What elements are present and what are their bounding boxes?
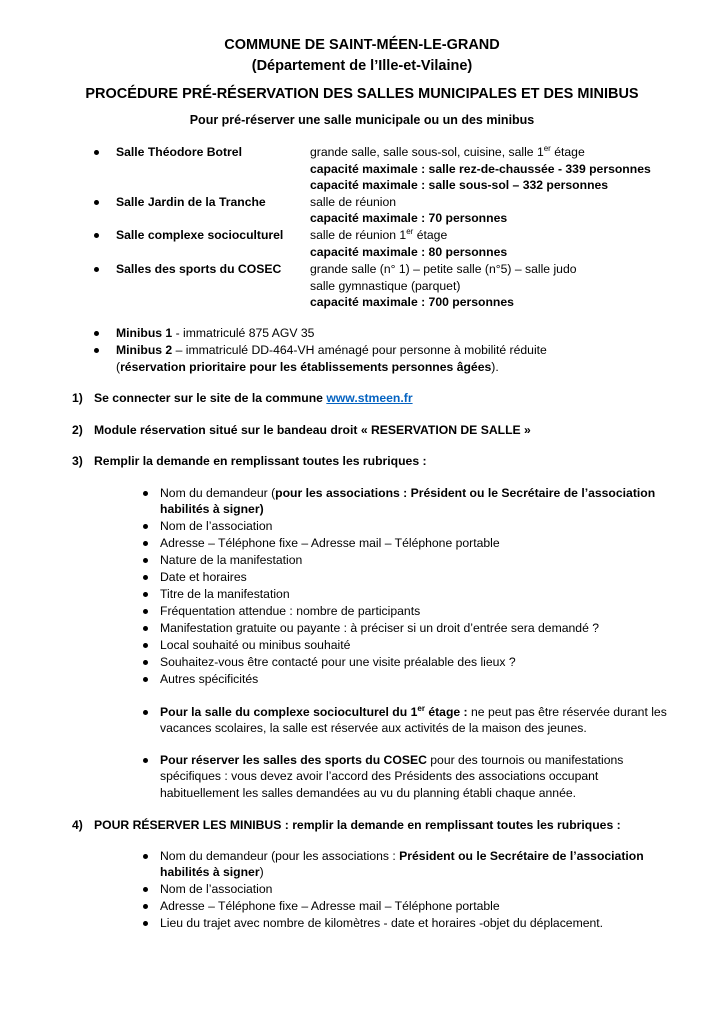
bullet-icon <box>94 267 99 272</box>
room-desc-cosec-2: salle gymnastique (parquet) <box>310 279 461 293</box>
step-1-number: 1) <box>72 391 83 405</box>
note-socioculturel-continued: vacances scolaires, la salle est réservée aux activités de la maison des jeunes. <box>160 721 587 735</box>
room-desc-jardin: salle de réunion <box>310 195 397 209</box>
bullet-icon <box>143 904 148 909</box>
step-3-number: 3) <box>72 454 83 468</box>
bullet-icon <box>143 887 148 892</box>
room-capacity-cosec: capacité maximale : 700 personnes <box>310 295 514 309</box>
step-2-number: 2) <box>72 423 83 437</box>
room-desc-socioculturel: salle de réunion 1er étage <box>310 226 448 242</box>
list-item: Manifestation gratuite ou payante : à préciser si un droit d’entrée sera demandé ? <box>160 621 600 635</box>
list-item: Date et horaires <box>160 570 247 584</box>
list-item: Fréquentation attendue : nombre de participants <box>160 604 421 618</box>
note-socioculturel: Pour la salle du complexe socioculturel du 1er étage : ne peut pas être réservée durant les <box>160 703 667 719</box>
list-item: Lieu du trajet avec nombre de kilomètres - date et horaires -objet du déplacement. <box>160 916 604 930</box>
bullet-icon <box>143 575 148 580</box>
room-name-botrel: Salle Théodore Botrel <box>116 145 242 159</box>
list-item-continued: habilités à signer) <box>160 502 264 516</box>
room-capacity-botrel-basement: capacité maximale : salle sous-sol – 332 personnes <box>310 178 609 192</box>
bullet-icon <box>94 233 99 238</box>
bullet-icon <box>143 921 148 926</box>
minibus-1: Minibus 1 - immatriculé 875 AGV 35 <box>116 326 315 340</box>
bullet-icon <box>143 677 148 682</box>
commune-title: COMMUNE DE SAINT-MÉEN-LE-GRAND <box>224 37 500 53</box>
bullet-icon <box>143 524 148 529</box>
procedure-subtitle: Pour pré-réserver une salle municipale ou un des minibus <box>189 113 535 127</box>
bullet-icon <box>143 854 148 859</box>
bullet-icon <box>143 626 148 631</box>
list-item: Nature de la manifestation <box>160 553 303 567</box>
list-item-continued: habilités à signer) <box>160 865 264 879</box>
bullet-icon <box>143 609 148 614</box>
list-item: Autres spécificités <box>160 672 259 686</box>
note-cosec: Pour réserver les salles des sports du COSEC pour des tournois ou manifestations <box>160 753 624 767</box>
bullet-icon <box>94 348 99 353</box>
list-item: Souhaitez-vous être contacté pour une visite préalable des lieux ? <box>160 655 516 669</box>
step-4: POUR RÉSERVER LES MINIBUS : remplir la demande en remplissant toutes les rubriques : <box>94 818 621 832</box>
room-name-jardin: Salle Jardin de la Tranche <box>116 195 266 209</box>
list-item: Nom du demandeur (pour les associations : Président ou le Secrétaire de l’association <box>160 849 644 863</box>
bullet-icon <box>143 592 148 597</box>
step-3: Remplir la demande en remplissant toutes les rubriques : <box>94 454 427 468</box>
bullet-icon <box>143 491 148 496</box>
list-item: Adresse – Téléphone fixe – Adresse mail – Téléphone portable <box>160 899 500 913</box>
room-capacity-botrel-ground: capacité maximale : salle rez-de-chaussée - 339 personnes <box>310 162 651 176</box>
room-name-socioculturel: Salle complexe socioculturel <box>116 228 284 242</box>
step-1: Se connecter sur le site de la commune www.stmeen.fr <box>94 391 413 405</box>
bullet-icon <box>94 150 99 155</box>
room-capacity-jardin: capacité maximale : 70 personnes <box>310 211 508 225</box>
minibus-2-priority: (réservation prioritaire pour les établissements personnes âgées). <box>116 360 499 374</box>
bullet-icon <box>143 558 148 563</box>
list-item: Local souhaité ou minibus souhaité <box>160 638 351 652</box>
room-desc-botrel: grande salle, salle sous-sol, cuisine, salle 1er étage <box>310 143 585 159</box>
bullet-icon <box>143 660 148 665</box>
room-desc-cosec-1: grande salle (n° 1) – petite salle (n°5) – salle judo <box>310 262 577 276</box>
bullet-icon <box>94 331 99 336</box>
procedure-title: PROCÉDURE PRÉ-RÉSERVATION DES SALLES MUNICIPALES ET DES MINIBUS <box>85 86 639 102</box>
bullet-icon <box>143 710 148 715</box>
room-name-cosec: Salles des sports du COSEC <box>116 262 282 276</box>
minibus-2: Minibus 2 – immatriculé DD-464-VH aménagé pour personne à mobilité réduite <box>116 343 547 357</box>
bullet-icon <box>94 200 99 205</box>
bullet-icon <box>143 643 148 648</box>
step-4-number: 4) <box>72 818 83 832</box>
bullet-icon <box>143 758 148 763</box>
list-item: Nom du demandeur (pour les associations : Président ou le Secrétaire de l’association <box>160 486 656 500</box>
bullet-icon <box>143 541 148 546</box>
list-item: Titre de la manifestation <box>160 587 290 601</box>
note-cosec-continued: habituellement les salles demandées au vu du planning établi chaque année. <box>160 786 577 800</box>
list-item: Adresse – Téléphone fixe – Adresse mail – Téléphone portable <box>160 536 500 550</box>
site-link[interactable]: www.stmeen.fr <box>326 391 413 405</box>
department-title: (Département de l’Ille-et-Vilaine) <box>251 58 473 74</box>
list-item: Nom de l’association <box>160 882 273 896</box>
room-capacity-socioculturel: capacité maximale : 80 personnes <box>310 245 508 259</box>
note-cosec-continued: spécifiques : vous devez avoir l’accord des Présidents des associations occupant <box>160 769 599 783</box>
step-2: Module réservation situé sur le bandeau droit « RESERVATION DE SALLE » <box>94 423 531 437</box>
list-item: Nom de l’association <box>160 519 273 533</box>
